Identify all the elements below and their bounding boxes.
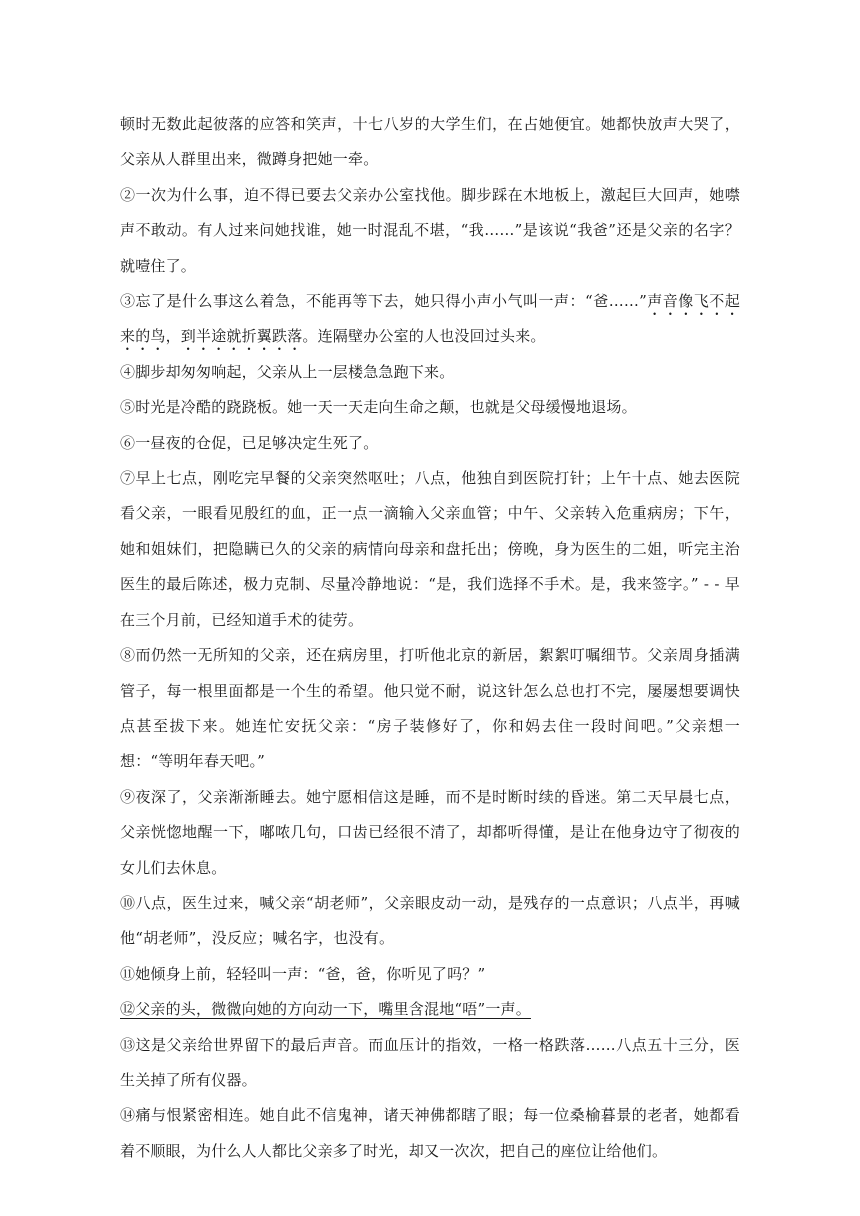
paragraph-text: ⑬这是父亲给世界留下的最后声音。而血压计的指效，一格一格跌落……八点五十三分，医生关掉了所有仪器。: [120, 1035, 740, 1089]
paragraph: [120, 461, 740, 638]
paragraph-text: ⑨夜深了，父亲渐渐睡去。她宁愿相信这是睡，而不是时断时续的昏迷。第二天早晨七点，父亲恍惚地醒一下，嘟哝几句，口齿已经很不清了，却都听得懂，是让在他身边守了彻夜的女儿们去休息。: [120, 787, 740, 877]
emphasized-phrase: 声音像飞不起来的鸟，到半途就折翼跌落: [120, 292, 741, 346]
paragraph: [120, 780, 740, 886]
paragraph-text: ⑪她倾身上前，轻轻叫一声：“爸，爸，你听见了吗？”: [120, 964, 486, 983]
paragraph: [120, 390, 740, 425]
paragraph: [120, 1028, 740, 1099]
paragraph: [120, 426, 740, 461]
paragraph-text: ②一次为什么事，迫不得已要去父亲办公室找他。脚步踩在木地板上，激起巨大回声，她噤声不敢动。有人过来问她找谁，她一时混乱不堪，“我……”是该说“我爸”还是父亲的名字？就噎住了。: [120, 185, 740, 275]
paragraph: [120, 638, 740, 780]
paragraph-text: ⑥一昼夜的仓促，已足够决定生死了。: [120, 433, 379, 452]
paragraph: [120, 886, 740, 957]
paragraph-text: ③忘了是什么事这么着急，不能再等下去，她只得小声小气叫一声：“爸……”: [120, 292, 647, 311]
paragraph-text: 顿时无数此起彼落的应答和笑声，十七八岁的大学生们，在占她便宜。她都快放声大哭了，父亲从人群里出来，微蹲身把她一牵。: [120, 115, 740, 169]
paragraph-text: ⑭痛与恨紧密相连。她自此不信鬼神，诸天神佛都瞎了眼；每一位桑榆暮景的老者，她都看着不顺眼，为什么人人都比父亲多了时光，却又一次次，把自己的座位让给他们。: [120, 1106, 740, 1160]
paragraph: [120, 355, 740, 390]
paragraph: [120, 178, 740, 284]
paragraph: [120, 284, 740, 355]
paragraph-text: ④脚步却匆匆响起，父亲从上一层楼急急跑下来。: [120, 362, 455, 381]
article-body: [120, 107, 740, 1169]
paragraph-text: ⑩八点，医生过来，喊父亲“胡老师”，父亲眼皮动一动，是残存的一点意识；八点半，再喊他“胡老师”，没反应；喊名字，也没有。: [120, 893, 740, 948]
paragraph: [120, 107, 740, 178]
paragraph-text: ⑧而仍然一无所知的父亲，还在病房里，打听他北京的新居，絮絮叮嘱细节。父亲周身插满管子，每一根里面都是一个生的希望。他只觉不耐，说这针怎么总也打不完，屡屡想要调快点甚至拔下来。她连忙安抚父亲：“房子装修好了，你和妈去住一段时间吧。”父亲想一想：“等明年春天吧。”: [120, 646, 740, 771]
paragraph-text: ⑦早上七点，刚吃完早餐的父亲突然呕吐；八点，他独自到医院打针；上午十点、她去医院看父亲，一眼看见殷红的血，正一点一滴输入父亲血管；中午、父亲转入危重病房；下午，她和姐妹们，把隐瞒已久的父亲的病情向母亲和盘托出；傍晚，身为医生的二姐，听完主治医生的最后陈述，极力克制、尽量冷静地说：“是，我们选择不手术。是，我来签字。” - - 早在三个月前，已经知道手术的徒劳。: [120, 469, 740, 629]
paragraph: [120, 957, 740, 992]
underlined-sentence: ⑫父亲的头，微微向她的方向动一下，嘴里含混地“唔”一声。: [120, 1000, 531, 1019]
paragraph: [120, 992, 740, 1027]
paragraph: [120, 1098, 740, 1169]
paragraph-text: ⑤时光是冷酷的跷跷板。她一天一天走向生命之颠，也就是父母缓慢地退场。: [120, 398, 637, 417]
paragraph-text: 。连隔壁办公室的人也没回过头来。: [302, 327, 546, 346]
